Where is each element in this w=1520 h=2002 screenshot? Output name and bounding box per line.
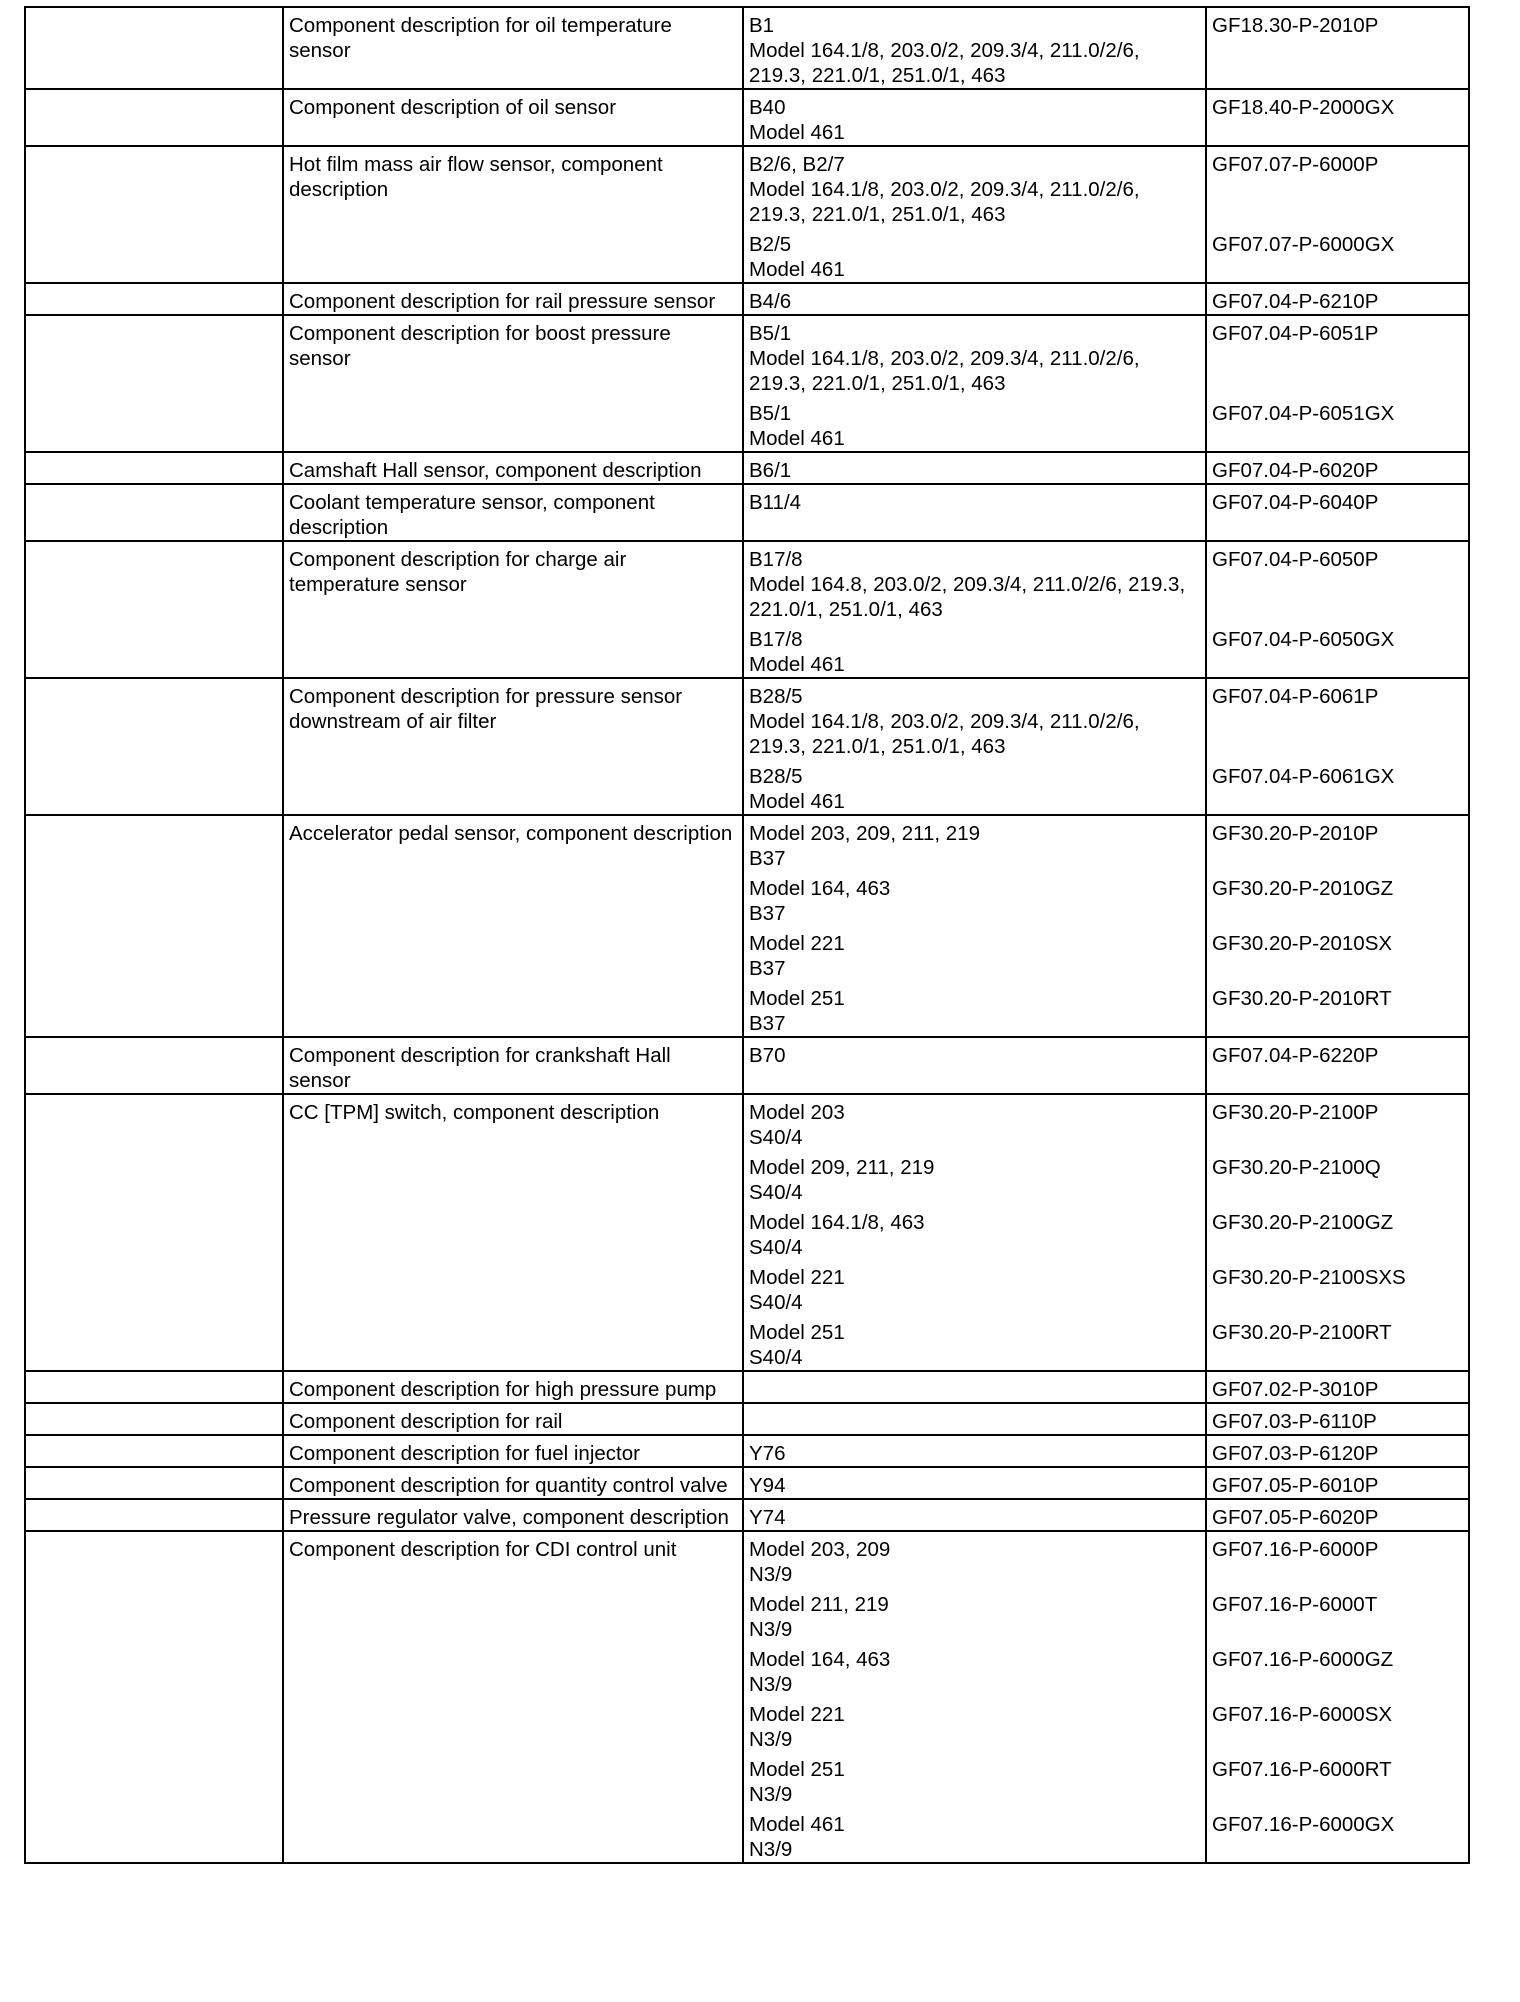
component-description: Pressure regulator valve, component description bbox=[283, 1499, 743, 1531]
component-description: Component description for crankshaft Hall sensor bbox=[283, 1037, 743, 1094]
table-row bbox=[25, 146, 1469, 283]
document-number-cell bbox=[1206, 484, 1469, 541]
model-reference-cell bbox=[743, 678, 1206, 815]
component-description: Component description for fuel injector bbox=[283, 1435, 743, 1467]
document-number-cell bbox=[1206, 1435, 1469, 1467]
blank-cell bbox=[25, 1403, 283, 1435]
model-reference: Y76 bbox=[749, 1442, 786, 1465]
model-reference: B40 Model 461 bbox=[749, 96, 845, 144]
table-row bbox=[25, 678, 1469, 815]
table-row bbox=[25, 1499, 1469, 1531]
document-number: GF07.04-P-6050P bbox=[1212, 548, 1379, 571]
model-reference: Model 203, 209 N3/9 bbox=[749, 1538, 891, 1586]
document-number: GF30.20-P-2010RT bbox=[1212, 987, 1392, 1010]
component-description: Component description for oil temperature sensor bbox=[283, 7, 743, 89]
document-number: GF07.16-P-6000GX bbox=[1212, 1813, 1395, 1836]
model-reference: B1 Model 164.1/8, 203.0/2, 209.3/4, 211.0/2/6, 219.3, 221.0/1, 251.0/1, 463 bbox=[749, 14, 1140, 87]
table-row bbox=[25, 315, 1469, 452]
component-description: Component description for CDI control unit bbox=[283, 1531, 743, 1863]
blank-cell bbox=[25, 484, 283, 541]
table-row bbox=[25, 1435, 1469, 1467]
document-number-cell bbox=[1206, 7, 1469, 89]
model-reference-cell bbox=[743, 315, 1206, 452]
component-description: Component description for boost pressure sensor bbox=[283, 315, 743, 452]
document-number: GF07.16-P-6000GZ bbox=[1212, 1648, 1394, 1671]
document-number: GF07.05-P-6010P bbox=[1212, 1474, 1379, 1497]
model-reference: Model 203, 209, 211, 219 B37 bbox=[749, 822, 980, 870]
model-reference: Y74 bbox=[749, 1506, 786, 1529]
blank-cell bbox=[25, 1499, 283, 1531]
document-number: GF30.20-P-2100P bbox=[1212, 1101, 1379, 1124]
document-number: GF07.07-P-6000GX bbox=[1212, 233, 1395, 256]
table-row bbox=[25, 1037, 1469, 1094]
model-reference: Model 221 B37 bbox=[749, 932, 845, 980]
blank-cell bbox=[25, 283, 283, 315]
document-number: GF30.20-P-2010SX bbox=[1212, 932, 1393, 955]
component-description: Component description for quantity control valve bbox=[283, 1467, 743, 1499]
document-number: GF30.20-P-2100Q bbox=[1212, 1156, 1381, 1179]
model-reference: B6/1 bbox=[749, 459, 792, 482]
model-reference-cell bbox=[743, 452, 1206, 484]
document-number: GF07.02-P-3010P bbox=[1212, 1378, 1379, 1401]
model-reference: Model 164, 463 N3/9 bbox=[749, 1648, 891, 1696]
blank-cell bbox=[25, 1371, 283, 1403]
document-number-cell bbox=[1206, 1403, 1469, 1435]
table-row bbox=[25, 283, 1469, 315]
model-reference-cell bbox=[743, 815, 1206, 1037]
document-number-cell bbox=[1206, 678, 1469, 815]
model-reference: B2/5 Model 461 bbox=[749, 233, 845, 281]
model-reference: Model 211, 219 N3/9 bbox=[749, 1593, 889, 1641]
document-number-cell bbox=[1206, 89, 1469, 146]
model-reference: B5/1 Model 461 bbox=[749, 402, 845, 450]
document-number: GF18.40-P-2000GX bbox=[1212, 96, 1395, 119]
component-description: Component description for charge air temperature sensor bbox=[283, 541, 743, 678]
model-reference: B5/1 Model 164.1/8, 203.0/2, 209.3/4, 211.0/2/6, 219.3, 221.0/1, 251.0/1, 463 bbox=[749, 322, 1140, 395]
blank-cell bbox=[25, 678, 283, 815]
component-description: Component description for rail bbox=[283, 1403, 743, 1435]
document-number: GF07.04-P-6050GX bbox=[1212, 628, 1395, 651]
model-reference: Model 221 N3/9 bbox=[749, 1703, 845, 1751]
table-row bbox=[25, 7, 1469, 89]
model-reference: Model 251 S40/4 bbox=[749, 1321, 845, 1369]
table-row bbox=[25, 1403, 1469, 1435]
document-number: GF30.20-P-2010P bbox=[1212, 822, 1379, 845]
table-row bbox=[25, 541, 1469, 678]
document-number-cell bbox=[1206, 1037, 1469, 1094]
blank-cell bbox=[25, 1531, 283, 1863]
model-reference: B17/8 Model 164.8, 203.0/2, 209.3/4, 211.0/2/6, 219.3, 221.0/1, 251.0/1, 463 bbox=[749, 548, 1186, 621]
document-number: GF30.20-P-2010GZ bbox=[1212, 877, 1394, 900]
table-body bbox=[25, 7, 1469, 1863]
blank-cell bbox=[25, 1467, 283, 1499]
document-number: GF07.16-P-6000P bbox=[1212, 1538, 1379, 1561]
component-description: Hot film mass air flow sensor, component description bbox=[283, 146, 743, 283]
document-number: GF07.16-P-6000SX bbox=[1212, 1703, 1393, 1726]
model-reference-cell bbox=[743, 89, 1206, 146]
model-reference-cell bbox=[743, 283, 1206, 315]
document-number: GF30.20-P-2100GZ bbox=[1212, 1211, 1394, 1234]
model-reference-cell bbox=[743, 1094, 1206, 1371]
blank-cell bbox=[25, 541, 283, 678]
model-reference-cell bbox=[743, 1467, 1206, 1499]
document-number: GF07.04-P-6061P bbox=[1212, 685, 1379, 708]
document-number-cell bbox=[1206, 1499, 1469, 1531]
document-number: GF07.04-P-6220P bbox=[1212, 1044, 1379, 1067]
blank-cell bbox=[25, 815, 283, 1037]
document-number-cell bbox=[1206, 315, 1469, 452]
component-description: Coolant temperature sensor, component description bbox=[283, 484, 743, 541]
table-row bbox=[25, 452, 1469, 484]
model-reference-cell bbox=[743, 1037, 1206, 1094]
table-row bbox=[25, 1467, 1469, 1499]
document-number: GF18.30-P-2010P bbox=[1212, 14, 1379, 37]
model-reference: Y94 bbox=[749, 1474, 786, 1497]
document-number-cell bbox=[1206, 283, 1469, 315]
table-row bbox=[25, 1371, 1469, 1403]
component-description-table bbox=[24, 6, 1470, 1864]
document-number-cell bbox=[1206, 815, 1469, 1037]
model-reference: Model 251 N3/9 bbox=[749, 1758, 845, 1806]
model-reference: B2/6, B2/7 Model 164.1/8, 203.0/2, 209.3/4, 211.0/2/6, 219.3, 221.0/1, 251.0/1, 463 bbox=[749, 153, 1140, 226]
model-reference: Model 209, 211, 219 S40/4 bbox=[749, 1156, 935, 1204]
model-reference: Model 461 N3/9 bbox=[749, 1813, 845, 1861]
model-reference: Model 251 B37 bbox=[749, 987, 845, 1035]
table-row bbox=[25, 815, 1469, 1037]
model-reference-cell bbox=[743, 146, 1206, 283]
model-reference-cell bbox=[743, 7, 1206, 89]
document-number: GF07.04-P-6051P bbox=[1212, 322, 1379, 345]
model-reference-cell bbox=[743, 1371, 1206, 1403]
blank-cell bbox=[25, 146, 283, 283]
document-number-cell bbox=[1206, 1371, 1469, 1403]
model-reference-cell bbox=[743, 1403, 1206, 1435]
model-reference: B28/5 Model 461 bbox=[749, 765, 845, 813]
document-number-cell bbox=[1206, 1094, 1469, 1371]
document-number: GF07.04-P-6020P bbox=[1212, 459, 1379, 482]
document-number: GF07.16-P-6000RT bbox=[1212, 1758, 1392, 1781]
document-number-cell bbox=[1206, 452, 1469, 484]
document-number: GF07.16-P-6000T bbox=[1212, 1593, 1378, 1616]
blank-cell bbox=[25, 1094, 283, 1371]
model-reference-cell bbox=[743, 1435, 1206, 1467]
document-number: GF30.20-P-2100SXS bbox=[1212, 1266, 1406, 1289]
document-number: GF07.04-P-6051GX bbox=[1212, 402, 1395, 425]
model-reference: B4/6 bbox=[749, 290, 792, 313]
component-description: Component description for high pressure pump bbox=[283, 1371, 743, 1403]
component-description: Component description for pressure sensor downstream of air filter bbox=[283, 678, 743, 815]
component-description: Accelerator pedal sensor, component description bbox=[283, 815, 743, 1037]
blank-cell bbox=[25, 315, 283, 452]
table-row bbox=[25, 484, 1469, 541]
model-reference: B11/4 bbox=[749, 491, 802, 514]
model-reference: Model 164, 463 B37 bbox=[749, 877, 891, 925]
blank-cell bbox=[25, 7, 283, 89]
table-row bbox=[25, 1094, 1469, 1371]
blank-cell bbox=[25, 1435, 283, 1467]
document-number-cell bbox=[1206, 146, 1469, 283]
model-reference: Model 203 S40/4 bbox=[749, 1101, 845, 1149]
document-number: GF07.03-P-6110P bbox=[1212, 1410, 1377, 1433]
document-number: GF07.04-P-6210P bbox=[1212, 290, 1379, 313]
document-number: GF07.05-P-6020P bbox=[1212, 1506, 1379, 1529]
component-description: Component description for rail pressure sensor bbox=[283, 283, 743, 315]
document-number: GF30.20-P-2100RT bbox=[1212, 1321, 1392, 1344]
document-number: GF07.07-P-6000P bbox=[1212, 153, 1379, 176]
blank-cell bbox=[25, 452, 283, 484]
component-description: Component description of oil sensor bbox=[283, 89, 743, 146]
document-number-cell bbox=[1206, 541, 1469, 678]
model-reference-cell bbox=[743, 1499, 1206, 1531]
model-reference: B17/8 Model 461 bbox=[749, 628, 845, 676]
model-reference-cell bbox=[743, 1531, 1206, 1863]
component-description: Camshaft Hall sensor, component description bbox=[283, 452, 743, 484]
model-reference: Model 221 S40/4 bbox=[749, 1266, 845, 1314]
table-row bbox=[25, 89, 1469, 146]
blank-cell bbox=[25, 89, 283, 146]
document-number: GF07.04-P-6040P bbox=[1212, 491, 1379, 514]
model-reference-cell bbox=[743, 541, 1206, 678]
table-row bbox=[25, 1531, 1469, 1863]
model-reference: Model 164.1/8, 463 S40/4 bbox=[749, 1211, 925, 1259]
document-number-cell bbox=[1206, 1531, 1469, 1863]
model-reference-cell bbox=[743, 484, 1206, 541]
document-number-cell bbox=[1206, 1467, 1469, 1499]
model-reference: B28/5 Model 164.1/8, 203.0/2, 209.3/4, 211.0/2/6, 219.3, 221.0/1, 251.0/1, 463 bbox=[749, 685, 1140, 758]
document-number: GF07.03-P-6120P bbox=[1212, 1442, 1379, 1465]
model-reference: B70 bbox=[749, 1044, 786, 1067]
document-number: GF07.04-P-6061GX bbox=[1212, 765, 1395, 788]
blank-cell bbox=[25, 1037, 283, 1094]
component-description: CC [TPM] switch, component description bbox=[283, 1094, 743, 1371]
